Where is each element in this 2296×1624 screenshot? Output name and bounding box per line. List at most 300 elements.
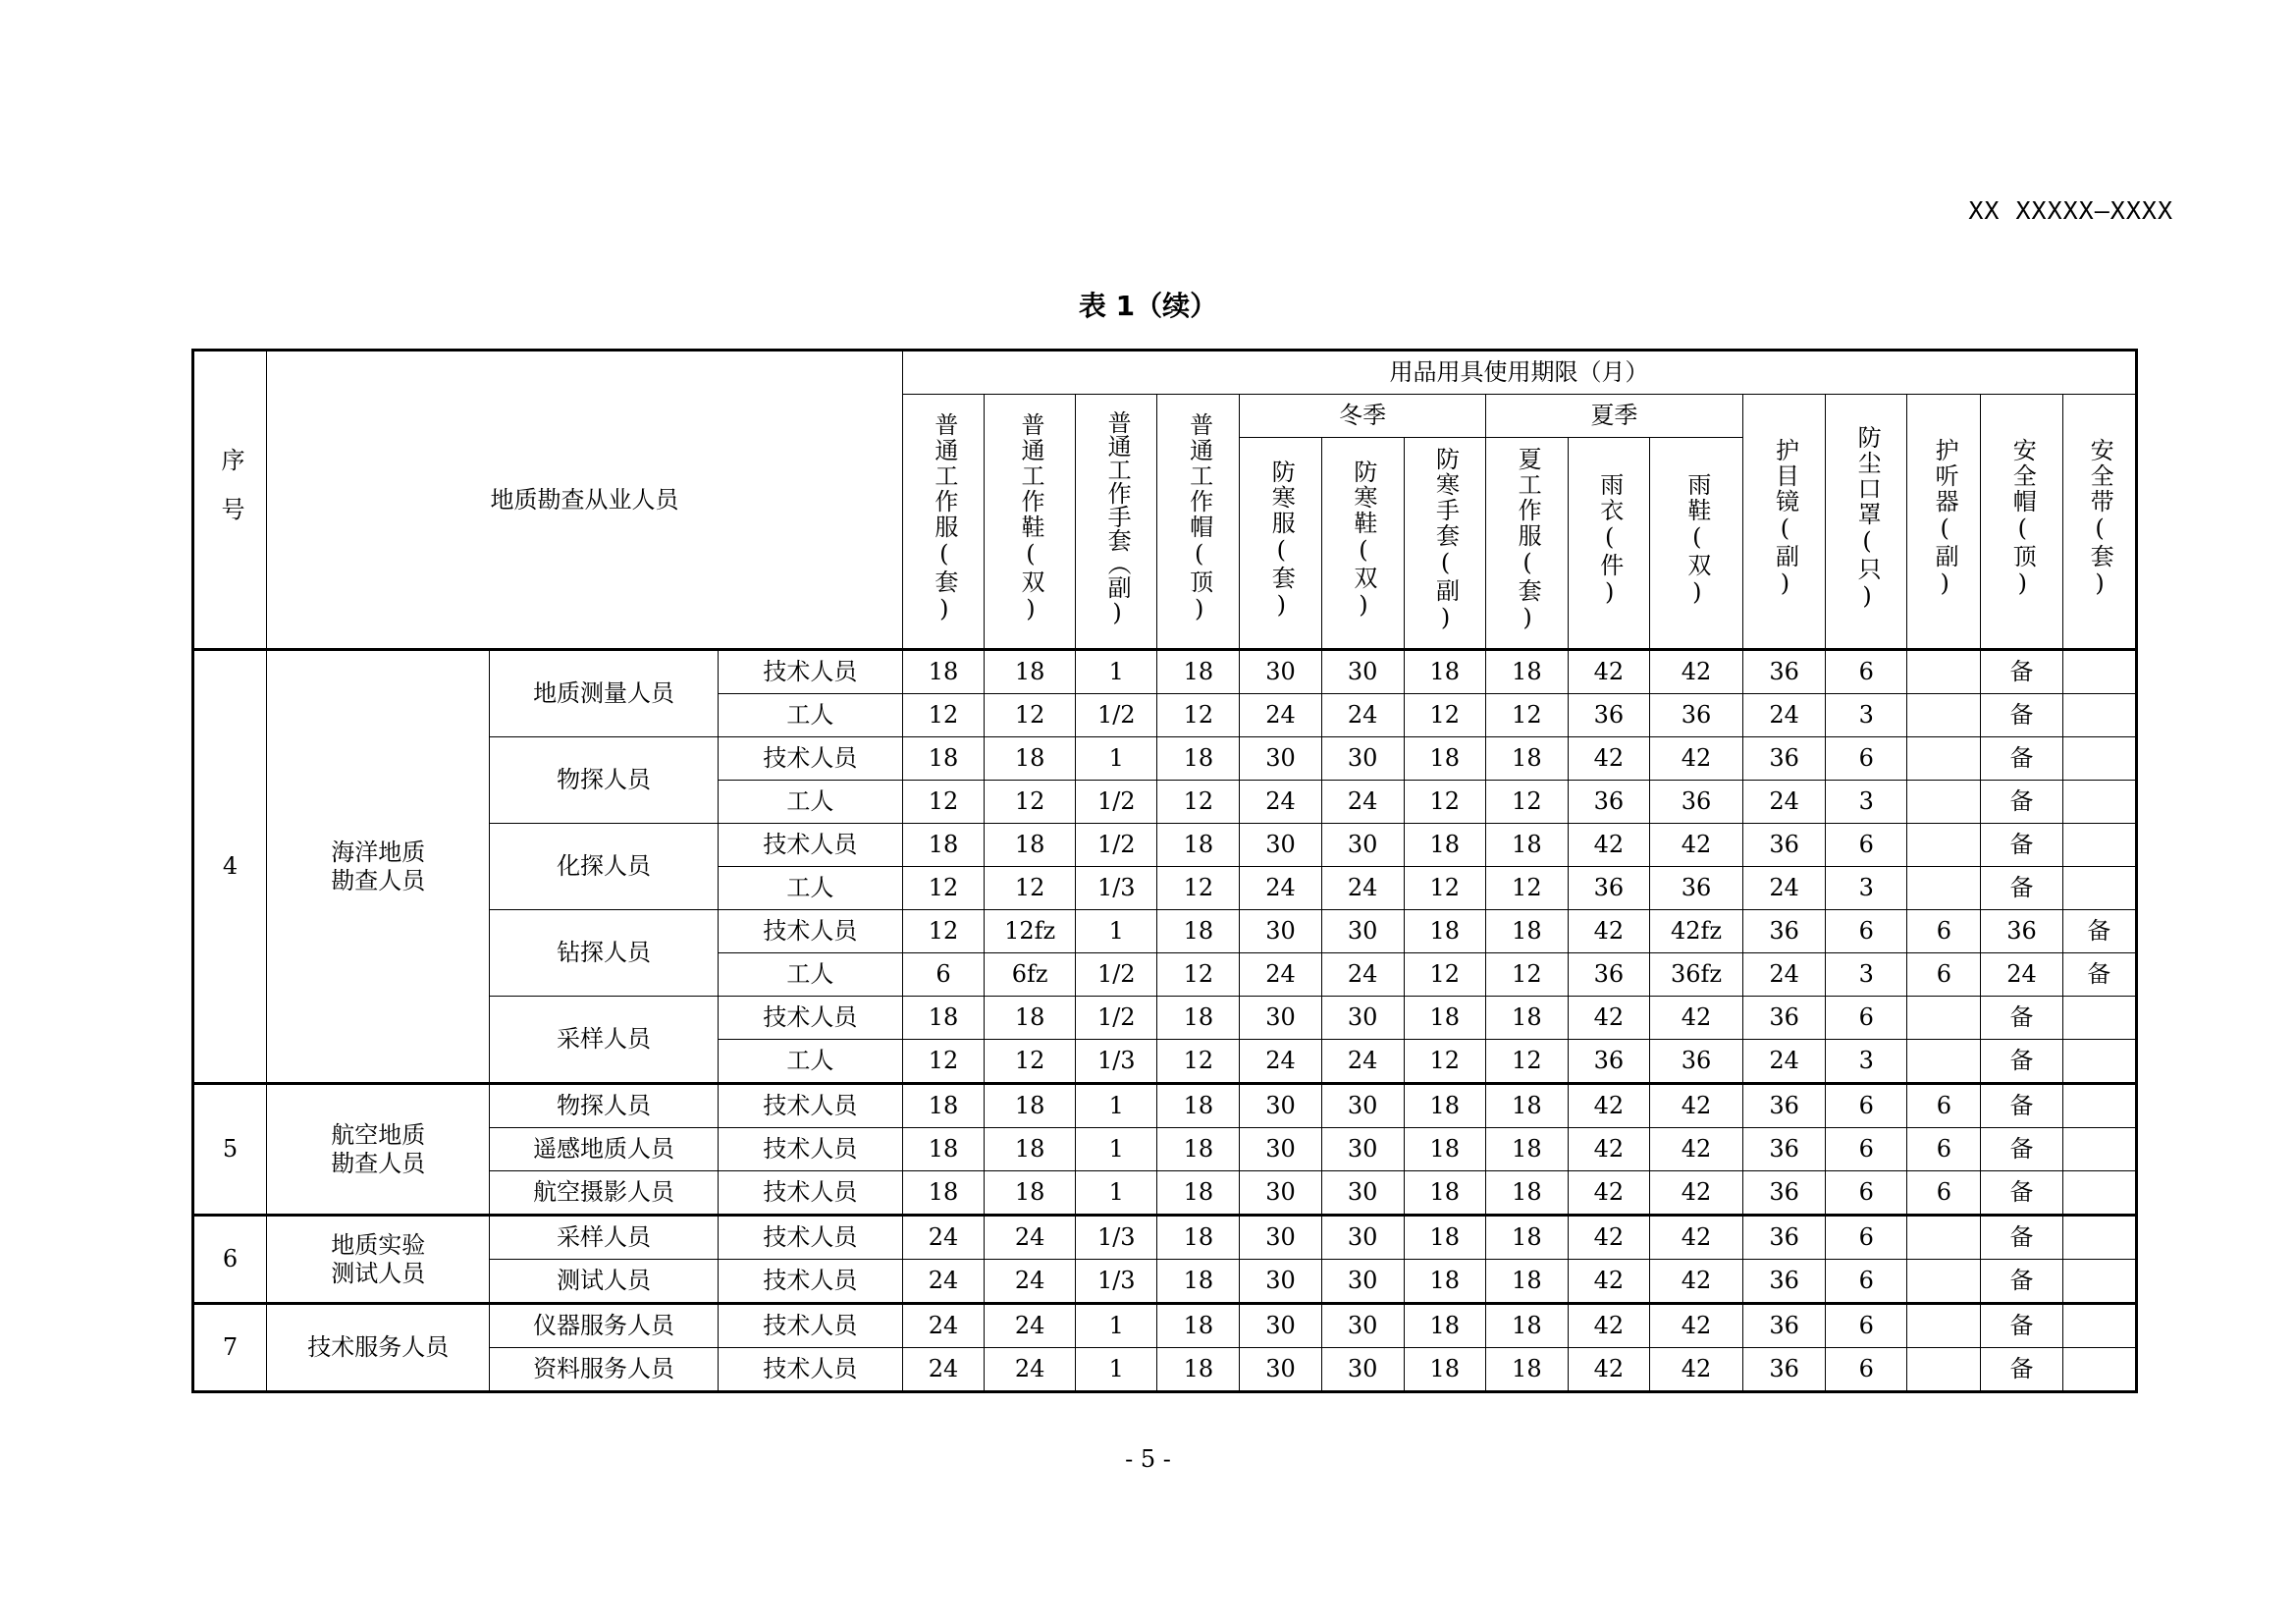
- value-cell: 30: [1240, 824, 1321, 867]
- value-cell: 18: [1157, 1348, 1240, 1392]
- value-cell: [1907, 1040, 1981, 1084]
- value-cell: 1/2: [1076, 781, 1157, 824]
- value-cell: 30: [1321, 1260, 1404, 1304]
- value-cell: 18: [1485, 824, 1568, 867]
- value-cell: 备: [1981, 1040, 2062, 1084]
- value-cell: 24: [1240, 781, 1321, 824]
- page-number: - 5 -: [1125, 1445, 1171, 1473]
- role-cell: 工人: [718, 1040, 902, 1084]
- value-cell: 30: [1321, 910, 1404, 953]
- value-cell: 12: [1157, 953, 1240, 997]
- value-cell: 18: [985, 1128, 1076, 1171]
- subgroup-name-cell: 遥感地质人员: [490, 1128, 718, 1171]
- header-col: 安全帽(顶): [1981, 395, 2062, 650]
- seq-cell: 6: [193, 1216, 267, 1304]
- role-cell: 技术人员: [718, 824, 902, 867]
- subgroup-name-cell: 物探人员: [490, 737, 718, 824]
- value-cell: 42: [1649, 1260, 1742, 1304]
- value-cell: 18: [1404, 1304, 1485, 1348]
- value-cell: 42: [1568, 650, 1649, 694]
- value-cell: 24: [1743, 694, 1826, 737]
- value-cell: 24: [1240, 694, 1321, 737]
- value-cell: 24: [985, 1348, 1076, 1392]
- value-cell: 30: [1240, 1171, 1321, 1216]
- value-cell: 1: [1076, 1128, 1157, 1171]
- value-cell: [1907, 867, 1981, 910]
- header-col: 安全带(套): [2062, 395, 2136, 650]
- value-cell: 18: [1404, 1084, 1485, 1128]
- value-cell: 36: [1568, 1040, 1649, 1084]
- subgroup-name-cell: 化探人员: [490, 824, 718, 910]
- value-cell: 30: [1240, 1216, 1321, 1260]
- value-cell: 12: [1404, 781, 1485, 824]
- header-col: 防尘口罩(只): [1826, 395, 1907, 650]
- value-cell: 42: [1649, 1216, 1742, 1260]
- value-cell: 1: [1076, 650, 1157, 694]
- value-cell: 36: [1981, 910, 2062, 953]
- value-cell: 1/3: [1076, 1216, 1157, 1260]
- value-cell: [2062, 1260, 2136, 1304]
- value-cell: 24: [1321, 1040, 1404, 1084]
- value-cell: 18: [1404, 1348, 1485, 1392]
- value-cell: 36: [1568, 953, 1649, 997]
- value-cell: 42: [1568, 1128, 1649, 1171]
- value-cell: [2062, 694, 2136, 737]
- value-cell: 36: [1568, 867, 1649, 910]
- value-cell: 18: [1157, 824, 1240, 867]
- value-cell: 12: [902, 1040, 984, 1084]
- ppe-usage-period-table: [191, 349, 2138, 1393]
- value-cell: 6: [1826, 1216, 1907, 1260]
- value-cell: 12: [902, 910, 984, 953]
- value-cell: 12: [902, 867, 984, 910]
- value-cell: 30: [1240, 737, 1321, 781]
- value-cell: 12: [1404, 867, 1485, 910]
- value-cell: 18: [1157, 737, 1240, 781]
- value-cell: 备: [1981, 694, 2062, 737]
- value-cell: 18: [1157, 1084, 1240, 1128]
- value-cell: 1/3: [1076, 1260, 1157, 1304]
- value-cell: 30: [1240, 1348, 1321, 1392]
- value-cell: 42: [1649, 1084, 1742, 1128]
- value-cell: 18: [1157, 1128, 1240, 1171]
- value-cell: 6: [1907, 1128, 1981, 1171]
- role-cell: 技术人员: [718, 650, 902, 694]
- value-cell: 12: [1485, 1040, 1568, 1084]
- value-cell: 12: [1485, 694, 1568, 737]
- value-cell: 12: [985, 694, 1076, 737]
- value-cell: 42: [1568, 1348, 1649, 1392]
- value-cell: [1907, 737, 1981, 781]
- role-cell: 技术人员: [718, 1171, 902, 1216]
- value-cell: 36: [1743, 1128, 1826, 1171]
- value-cell: 6: [1826, 1348, 1907, 1392]
- value-cell: [2062, 1171, 2136, 1216]
- value-cell: [2062, 1128, 2136, 1171]
- value-cell: 24: [902, 1216, 984, 1260]
- value-cell: 42: [1568, 737, 1649, 781]
- value-cell: 30: [1321, 737, 1404, 781]
- value-cell: 36: [1743, 1084, 1826, 1128]
- group-name-cell: 地质实验 测试人员: [267, 1216, 490, 1304]
- subgroup-name-cell: 仪器服务人员: [490, 1304, 718, 1348]
- value-cell: 24: [985, 1216, 1076, 1260]
- header-col: 普通工作鞋(双): [985, 395, 1076, 650]
- value-cell: 24: [985, 1304, 1076, 1348]
- value-cell: 42: [1568, 1216, 1649, 1260]
- value-cell: [2062, 1348, 2136, 1392]
- subgroup-name-cell: 资料服务人员: [490, 1348, 718, 1392]
- value-cell: 18: [985, 1084, 1076, 1128]
- value-cell: 18: [1157, 650, 1240, 694]
- value-cell: 36: [1649, 694, 1742, 737]
- value-cell: 36fz: [1649, 953, 1742, 997]
- value-cell: 12: [1485, 781, 1568, 824]
- value-cell: 36: [1649, 867, 1742, 910]
- value-cell: 42: [1649, 997, 1742, 1040]
- value-cell: 1: [1076, 1348, 1157, 1392]
- seq-cell: 4: [193, 650, 267, 1084]
- value-cell: 30: [1240, 997, 1321, 1040]
- value-cell: 18: [1404, 910, 1485, 953]
- value-cell: 12: [1157, 694, 1240, 737]
- value-cell: 36: [1743, 997, 1826, 1040]
- value-cell: 42: [1568, 1171, 1649, 1216]
- value-cell: 12: [1157, 1040, 1240, 1084]
- value-cell: 1: [1076, 910, 1157, 953]
- value-cell: 6: [1826, 910, 1907, 953]
- value-cell: 18: [1157, 1304, 1240, 1348]
- value-cell: [1907, 781, 1981, 824]
- value-cell: 36: [1743, 910, 1826, 953]
- value-cell: 36: [1743, 1260, 1826, 1304]
- value-cell: [2062, 781, 2136, 824]
- value-cell: 6: [1826, 1304, 1907, 1348]
- role-cell: 技术人员: [718, 910, 902, 953]
- value-cell: 备: [1981, 997, 2062, 1040]
- value-cell: 30: [1321, 1216, 1404, 1260]
- value-cell: 24: [1321, 867, 1404, 910]
- value-cell: 42: [1649, 824, 1742, 867]
- value-cell: 1/3: [1076, 867, 1157, 910]
- value-cell: 24: [1743, 781, 1826, 824]
- value-cell: 24: [902, 1304, 984, 1348]
- value-cell: [2062, 1040, 2136, 1084]
- value-cell: 1/2: [1076, 694, 1157, 737]
- value-cell: 12: [1157, 867, 1240, 910]
- header-col: 护听器(副): [1907, 395, 1981, 650]
- value-cell: 6: [1907, 1084, 1981, 1128]
- value-cell: 6fz: [985, 953, 1076, 997]
- value-cell: 18: [1485, 1216, 1568, 1260]
- value-cell: 18: [1485, 737, 1568, 781]
- value-cell: [1907, 1216, 1981, 1260]
- value-cell: 30: [1321, 1128, 1404, 1171]
- subgroup-name-cell: 采样人员: [490, 1216, 718, 1260]
- value-cell: 42: [1568, 1260, 1649, 1304]
- group-name-cell: 航空地质 勘查人员: [267, 1084, 490, 1216]
- value-cell: 24: [985, 1260, 1076, 1304]
- value-cell: 30: [1240, 1084, 1321, 1128]
- value-cell: 备: [1981, 1348, 2062, 1392]
- value-cell: 18: [1404, 737, 1485, 781]
- value-cell: 6: [1826, 1128, 1907, 1171]
- value-cell: 18: [985, 1171, 1076, 1216]
- value-cell: 24: [1240, 867, 1321, 910]
- header-col: 夏工作服(套): [1485, 438, 1568, 650]
- header-col: 防寒服(套): [1240, 438, 1321, 650]
- value-cell: 18: [1485, 650, 1568, 694]
- value-cell: 1: [1076, 1084, 1157, 1128]
- role-cell: 技术人员: [718, 1128, 902, 1171]
- value-cell: 1: [1076, 737, 1157, 781]
- subgroup-name-cell: 测试人员: [490, 1260, 718, 1304]
- header-col: 普通工作服(套): [902, 395, 984, 650]
- value-cell: 18: [1157, 910, 1240, 953]
- value-cell: 24: [1321, 953, 1404, 997]
- value-cell: [2062, 1084, 2136, 1128]
- value-cell: 18: [1404, 1171, 1485, 1216]
- header-col: 护目镜(副): [1743, 395, 1826, 650]
- value-cell: 24: [1240, 1040, 1321, 1084]
- table-row: [193, 650, 2137, 694]
- value-cell: 30: [1321, 997, 1404, 1040]
- value-cell: 42: [1649, 1304, 1742, 1348]
- value-cell: [2062, 1304, 2136, 1348]
- header-personnel: 地质勘查从业人员: [267, 351, 903, 650]
- value-cell: 备: [1981, 1171, 2062, 1216]
- role-cell: 技术人员: [718, 1084, 902, 1128]
- value-cell: 6: [1907, 910, 1981, 953]
- table-body: [193, 650, 2137, 1392]
- value-cell: 42: [1649, 1348, 1742, 1392]
- value-cell: 36: [1743, 824, 1826, 867]
- value-cell: 18: [1485, 1260, 1568, 1304]
- value-cell: 1: [1076, 1171, 1157, 1216]
- header-usage-period: 用品用具使用期限（月）: [902, 351, 2136, 395]
- value-cell: 36: [1743, 737, 1826, 781]
- value-cell: 备: [1981, 1260, 2062, 1304]
- value-cell: 3: [1826, 694, 1907, 737]
- header-col: 防寒鞋(双): [1321, 438, 1404, 650]
- value-cell: 18: [1485, 1171, 1568, 1216]
- value-cell: 30: [1321, 824, 1404, 867]
- value-cell: 24: [1321, 781, 1404, 824]
- value-cell: [1907, 1348, 1981, 1392]
- value-cell: 6: [1907, 953, 1981, 997]
- header-col: 防寒手套(副): [1404, 438, 1485, 650]
- value-cell: 36: [1568, 694, 1649, 737]
- value-cell: 12: [1404, 1040, 1485, 1084]
- value-cell: 6: [902, 953, 984, 997]
- value-cell: [2062, 650, 2136, 694]
- value-cell: 30: [1240, 1260, 1321, 1304]
- value-cell: 18: [1404, 997, 1485, 1040]
- value-cell: 备: [1981, 867, 2062, 910]
- value-cell: 6: [1826, 650, 1907, 694]
- value-cell: 18: [1404, 1260, 1485, 1304]
- value-cell: [1907, 997, 1981, 1040]
- value-cell: 18: [1404, 1128, 1485, 1171]
- group-name-cell: 技术服务人员: [267, 1304, 490, 1392]
- value-cell: 18: [1485, 1128, 1568, 1171]
- value-cell: 42fz: [1649, 910, 1742, 953]
- value-cell: 24: [1240, 953, 1321, 997]
- value-cell: 18: [1485, 1304, 1568, 1348]
- value-cell: 30: [1321, 1171, 1404, 1216]
- value-cell: 12: [1485, 953, 1568, 997]
- value-cell: 18: [1404, 824, 1485, 867]
- value-cell: 3: [1826, 781, 1907, 824]
- value-cell: 6: [1826, 1084, 1907, 1128]
- value-cell: 18: [902, 824, 984, 867]
- subgroup-name-cell: 航空摄影人员: [490, 1171, 718, 1216]
- table-row: [193, 1304, 2137, 1348]
- value-cell: 24: [1321, 694, 1404, 737]
- value-cell: 1/2: [1076, 997, 1157, 1040]
- role-cell: 技术人员: [718, 1260, 902, 1304]
- role-cell: 技术人员: [718, 997, 902, 1040]
- subgroup-name-cell: 钻探人员: [490, 910, 718, 997]
- value-cell: 3: [1826, 867, 1907, 910]
- value-cell: [1907, 1304, 1981, 1348]
- header-col: 普通工作帽(顶): [1157, 395, 1240, 650]
- value-cell: 42: [1568, 1304, 1649, 1348]
- value-cell: 备: [2062, 953, 2136, 997]
- value-cell: 18: [902, 1084, 984, 1128]
- value-cell: 6: [1826, 1171, 1907, 1216]
- value-cell: 30: [1321, 1348, 1404, 1392]
- value-cell: 36: [1649, 781, 1742, 824]
- value-cell: 备: [1981, 737, 2062, 781]
- value-cell: 12: [985, 781, 1076, 824]
- seq-cell: 5: [193, 1084, 267, 1216]
- value-cell: 备: [1981, 1304, 2062, 1348]
- role-cell: 技术人员: [718, 737, 902, 781]
- value-cell: 1/2: [1076, 824, 1157, 867]
- value-cell: 6: [1826, 997, 1907, 1040]
- value-cell: 18: [985, 650, 1076, 694]
- value-cell: 18: [1157, 1260, 1240, 1304]
- value-cell: 36: [1743, 650, 1826, 694]
- value-cell: 42: [1568, 997, 1649, 1040]
- value-cell: 30: [1321, 1084, 1404, 1128]
- value-cell: 24: [902, 1348, 984, 1392]
- value-cell: [2062, 824, 2136, 867]
- value-cell: 12: [1404, 694, 1485, 737]
- value-cell: 30: [1321, 1304, 1404, 1348]
- value-cell: 24: [902, 1260, 984, 1304]
- value-cell: 6: [1826, 1260, 1907, 1304]
- subgroup-name-cell: 采样人员: [490, 997, 718, 1084]
- value-cell: 42: [1649, 1128, 1742, 1171]
- value-cell: 18: [902, 737, 984, 781]
- value-cell: 18: [1404, 1216, 1485, 1260]
- value-cell: 12: [902, 781, 984, 824]
- value-cell: 42: [1649, 1171, 1742, 1216]
- group-name-cell: 海洋地质 勘查人员: [267, 650, 490, 1084]
- header-col: 雨鞋(双): [1649, 438, 1742, 650]
- role-cell: 技术人员: [718, 1304, 902, 1348]
- header-seq: 序号: [193, 351, 267, 650]
- value-cell: 42: [1568, 824, 1649, 867]
- table-header: [193, 351, 2137, 650]
- value-cell: 24: [1743, 1040, 1826, 1084]
- table-row: [193, 1084, 2137, 1128]
- value-cell: 42: [1568, 910, 1649, 953]
- value-cell: 18: [1485, 1084, 1568, 1128]
- value-cell: 18: [985, 997, 1076, 1040]
- value-cell: 30: [1240, 1304, 1321, 1348]
- role-cell: 技术人员: [718, 1348, 902, 1392]
- value-cell: 18: [1485, 910, 1568, 953]
- value-cell: 18: [902, 650, 984, 694]
- value-cell: 12: [1485, 867, 1568, 910]
- value-cell: 30: [1321, 650, 1404, 694]
- value-cell: 24: [1981, 953, 2062, 997]
- value-cell: [1907, 650, 1981, 694]
- value-cell: 12: [1157, 781, 1240, 824]
- value-cell: 备: [1981, 1084, 2062, 1128]
- table-caption: 表 1（续）: [1078, 290, 1218, 322]
- value-cell: 12: [985, 867, 1076, 910]
- role-cell: 工人: [718, 694, 902, 737]
- seq-cell: 7: [193, 1304, 267, 1392]
- value-cell: 36: [1649, 1040, 1742, 1084]
- role-cell: 技术人员: [718, 1216, 902, 1260]
- value-cell: 18: [1157, 1171, 1240, 1216]
- value-cell: 42: [1649, 737, 1742, 781]
- value-cell: 18: [1157, 997, 1240, 1040]
- value-cell: [2062, 867, 2136, 910]
- value-cell: 备: [1981, 650, 2062, 694]
- value-cell: [2062, 737, 2136, 781]
- value-cell: 24: [1743, 953, 1826, 997]
- value-cell: 42: [1568, 1084, 1649, 1128]
- value-cell: 36: [1568, 781, 1649, 824]
- header-summer: 夏季: [1485, 395, 1742, 438]
- value-cell: 18: [1485, 997, 1568, 1040]
- value-cell: 12fz: [985, 910, 1076, 953]
- subgroup-name-cell: 地质测量人员: [490, 650, 718, 737]
- value-cell: 备: [1981, 824, 2062, 867]
- value-cell: [1907, 824, 1981, 867]
- value-cell: 36: [1743, 1171, 1826, 1216]
- value-cell: 18: [1404, 650, 1485, 694]
- value-cell: 36: [1743, 1304, 1826, 1348]
- table-row: [193, 1216, 2137, 1260]
- value-cell: 36: [1743, 1348, 1826, 1392]
- value-cell: 12: [985, 1040, 1076, 1084]
- value-cell: 备: [2062, 910, 2136, 953]
- header-col: 雨衣(件): [1568, 438, 1649, 650]
- value-cell: 6: [1826, 824, 1907, 867]
- role-cell: 工人: [718, 781, 902, 824]
- value-cell: 备: [1981, 1128, 2062, 1171]
- value-cell: 36: [1743, 1216, 1826, 1260]
- value-cell: 3: [1826, 1040, 1907, 1084]
- value-cell: 24: [1743, 867, 1826, 910]
- subgroup-name-cell: 物探人员: [490, 1084, 718, 1128]
- value-cell: 30: [1240, 910, 1321, 953]
- value-cell: 18: [1485, 1348, 1568, 1392]
- value-cell: 3: [1826, 953, 1907, 997]
- value-cell: 18: [902, 1171, 984, 1216]
- header-col: 普通工作手套（副): [1076, 395, 1157, 650]
- value-cell: 6: [1907, 1171, 1981, 1216]
- value-cell: 12: [1404, 953, 1485, 997]
- value-cell: 18: [985, 824, 1076, 867]
